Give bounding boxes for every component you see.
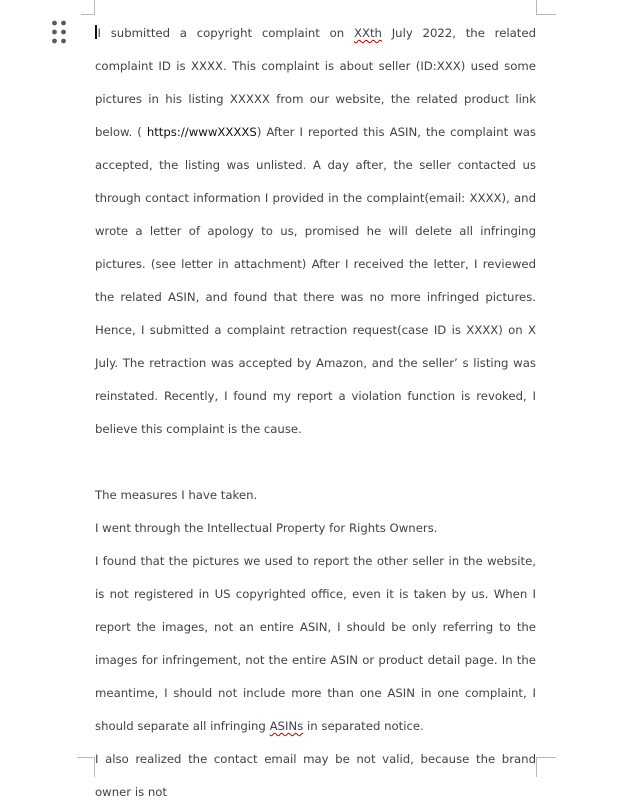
crop-mark-top-left — [81, 14, 95, 15]
crop-mark-top-right — [536, 14, 556, 15]
document-body[interactable] — [95, 17, 536, 809]
crop-mark-top-right — [536, 0, 537, 14]
paragraph-findings[interactable] — [95, 545, 536, 743]
paragraph-measures-heading[interactable]: The measures I have taken. — [95, 488, 258, 502]
spellcheck-flagged-word[interactable]: XXth — [353, 26, 382, 40]
drag-handle-icon[interactable] — [51, 20, 67, 44]
crop-mark-top-left — [94, 0, 95, 14]
paragraph-text: ) After I reported this ASIN, the complaint was accepted, the listing was unlisted. A day after, the seller contacted us through contact information I provided in the complaint(email: XXXX), and wrote a letter of apology to us, promised he will delete all infringing pictures. (see letter in attachment) After I received the letter, I reviewed the related ASIN, and found that there was no more infringed pictures. Hence, I submitted a complaint retraction request(case ID is XXXX) on X July. The retraction was accepted by Amazon, and the seller’ s listing was reinstated. Recently, I found my report a violation function is revoked, I believe this complaint is the cause. — [95, 125, 537, 436]
crop-mark-bottom-right — [536, 757, 537, 777]
paragraph-text: in separated notice. — [303, 719, 424, 733]
crop-mark-bottom-right — [536, 757, 556, 758]
product-link[interactable]: https://wwwXXXXS — [146, 125, 257, 139]
blank-line — [95, 446, 536, 479]
crop-mark-bottom-left — [77, 757, 95, 758]
spellcheck-flagged-word[interactable]: ASINs — [269, 719, 304, 733]
paragraph-text: I found that the pictures we used to report the other seller in the website, is not registered in US copyrighted office, even it is taken by us. When I report the images, not an entire ASIN, I should be only referring to the images for infringement, not the entire ASIN or product detail page. In the meantime, I should not include more than one ASIN in one complaint, I should separate all infringing — [95, 554, 536, 733]
paragraph-text: I submitted a copyright complaint on — [97, 26, 354, 40]
paragraph-complaint-background[interactable] — [95, 17, 536, 446]
paragraph-ip-review[interactable]: I went through the Intellectual Property for Rights Owners. — [95, 521, 438, 535]
paragraph-text: July 2022, the related complaint ID is XXXX. This complaint is about seller (ID:XXX) used some pictures in his listing XXXXX from our website, the related product link below. ( — [95, 26, 537, 139]
paragraph-contact-email[interactable]: I also realized the contact email may be not valid, because the brand owner is not — [95, 752, 536, 799]
text-cursor — [95, 25, 97, 39]
